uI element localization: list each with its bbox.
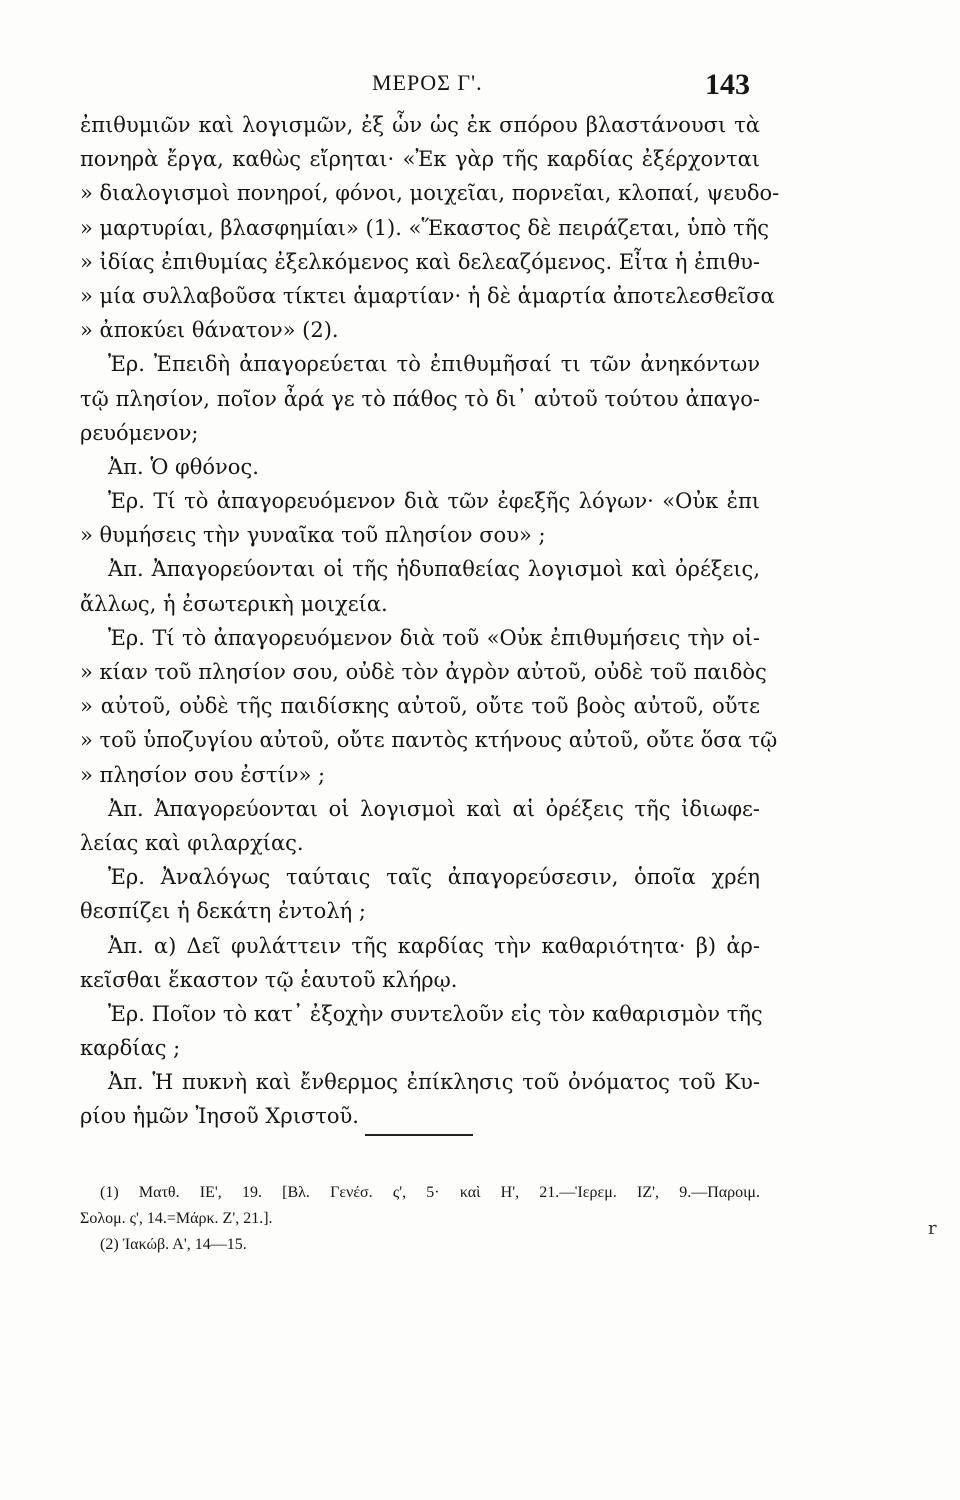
text-line: » ἰδίας ἐπιθυμίας ἐξελκόμενος καὶ δελεαζόμενος. Εἶτα ἡ ἐπιθυ- [80,249,760,274]
footnotes [80,1180,760,1258]
text-line: » πλησίον σου ἐστίν» ; [80,762,326,787]
answer-line: Ἀπ. α) Δεῖ φυλάττειν τῆς καρδίας τὴν καθαριότητα· β) ἀρ- [108,933,760,958]
text-line: » μία συλλαβοῦσα τίκτει ἁμαρτίαν· ἡ δὲ ἁμαρτία ἀποτελεσθεῖσα [80,283,775,308]
text-line: » κίαν τοῦ πλησίον σου, οὐδὲ τὸν ἀγρὸν αὐτοῦ, οὐδὲ τοῦ παιδὸς [80,660,767,684]
answer-line: Ἀπ. Ἀπαγορεύονται οἱ τῆς ἡδυπαθείας λογισμοὶ καὶ ὀρέξεις, [108,557,760,582]
question-line: Ἐρ. Ἀναλόγως ταύταις ταῖς ἀπαγορεύσεσιν, ὁποῖα χρέη [108,865,760,890]
text-line: θεσπίζει ἡ δεκάτη ἐντολή ; [80,899,366,924]
answer-line: Ἀπ. Ἀπαγορεύονται οἱ λογισμοὶ καὶ αἱ ὀρέξεις τῆς ἰδιωφε- [108,796,760,821]
text-line: κεῖσθαι ἕκαστον τῷ ἑαυτοῦ κλήρῳ. [80,967,458,992]
text-line: » τοῦ ὑποζυγίου αὐτοῦ, οὔτε παντὸς κτήνους αὐτοῦ, οὔτε ὅσα τῷ [80,728,778,753]
answer-line: Ἀπ. Ὁ φθόνος. [108,454,259,479]
text-line: τῷ πλησίον, ποῖον ἆρά γε τὸ πάθος τὸ δι᾿ αὐτοῦ τούτου ἀπαγο- [80,386,760,411]
page-number: 143 [705,68,750,101]
page-header [0,64,960,104]
text-line: καρδίας ; [80,1036,181,1061]
text-line: ρευόμενον; [80,420,199,445]
text-line: λείας καὶ φιλαρχίας. [80,830,304,855]
footnote-separator [365,1134,473,1136]
text-line: » μαρτυρίαι, βλασφημίαι» (1). «Ἕκαστος δὲ πειράζεται, ὑπὸ τῆς [80,215,770,240]
answer-line: Ἀπ. Ἡ πυκνὴ καὶ ἔνθερμος ἐπίκλησις τοῦ ὀνόματος τοῦ Κυ- [108,1070,760,1095]
running-head: ΜΕΡΟΣ Γ'. [372,70,483,95]
margin-mark: r [928,1218,937,1239]
body-text [80,108,780,1134]
question-line: Ἐρ. Ποῖον τὸ κατ᾿ ἐξοχὴν συντελοῦν εἰς τὸν καθαρισμὸν τῆς [108,1001,763,1026]
footnote-1: (1) Ματθ. ΙΕ', 19. [Βλ. Γενέσ. ς', 5· καὶ Η', 21.—Ἱερεμ. ΙΖ', 9.—Παροιμ. [100,1184,760,1201]
text-line: ἐπιθυμιῶν καὶ λογισμῶν, ἐξ ὧν ὡς ἐκ σπόρου βλαστάνουσι τὰ [80,113,760,137]
text-line: » αὐτοῦ, οὐδὲ τῆς παιδίσκης αὐτοῦ, οὔτε τοῦ βοὸς αὐτοῦ, οὔτε [80,694,760,719]
text-line: ἄλλως, ἡ ἐσωτερικὴ μοιχεία. [80,591,388,616]
text-line: ρίου ἡμῶν Ἰησοῦ Χριστοῦ. [80,1104,359,1129]
footnote-2: (2) Ἰακώβ. Α', 14—15. [100,1236,247,1253]
question-line: Ἐρ. Τί τὸ ἀπαγορευόμενον διὰ τοῦ «Οὐκ ἐπιθυμήσεις τὴν οἰ- [108,625,760,650]
text-line: » διαλογισμοὶ πονηροί, φόνοι, μοιχεῖαι, πορνεῖαι, κλοπαί, ψευδο- [80,181,780,206]
text-line: πονηρὰ ἔργα, καθὼς εἴρηται· «Ἐκ γὰρ τῆς καρδίας ἐξέρχονται [80,147,760,172]
text-line: » θυμήσεις τὴν γυναῖκα τοῦ πλησίον σου» ; [80,523,546,548]
question-line: Ἐρ. Τί τὸ ἀπαγορευόμενον διὰ τῶν ἐφεξῆς λόγων· «Οὐκ ἐπι [108,489,760,514]
footnote-1-continuation: Σολομ. ς', 14.=Μάρκ. Ζ', 21.]. [80,1210,273,1227]
question-line: Ἐρ. Ἐπειδὴ ἀπαγορεύεται τὸ ἐπιθυμῆσαί τι τῶν ἀνηκόντων [108,352,760,377]
text-line: » ἀποκύει θάνατον» (2). [80,318,339,343]
